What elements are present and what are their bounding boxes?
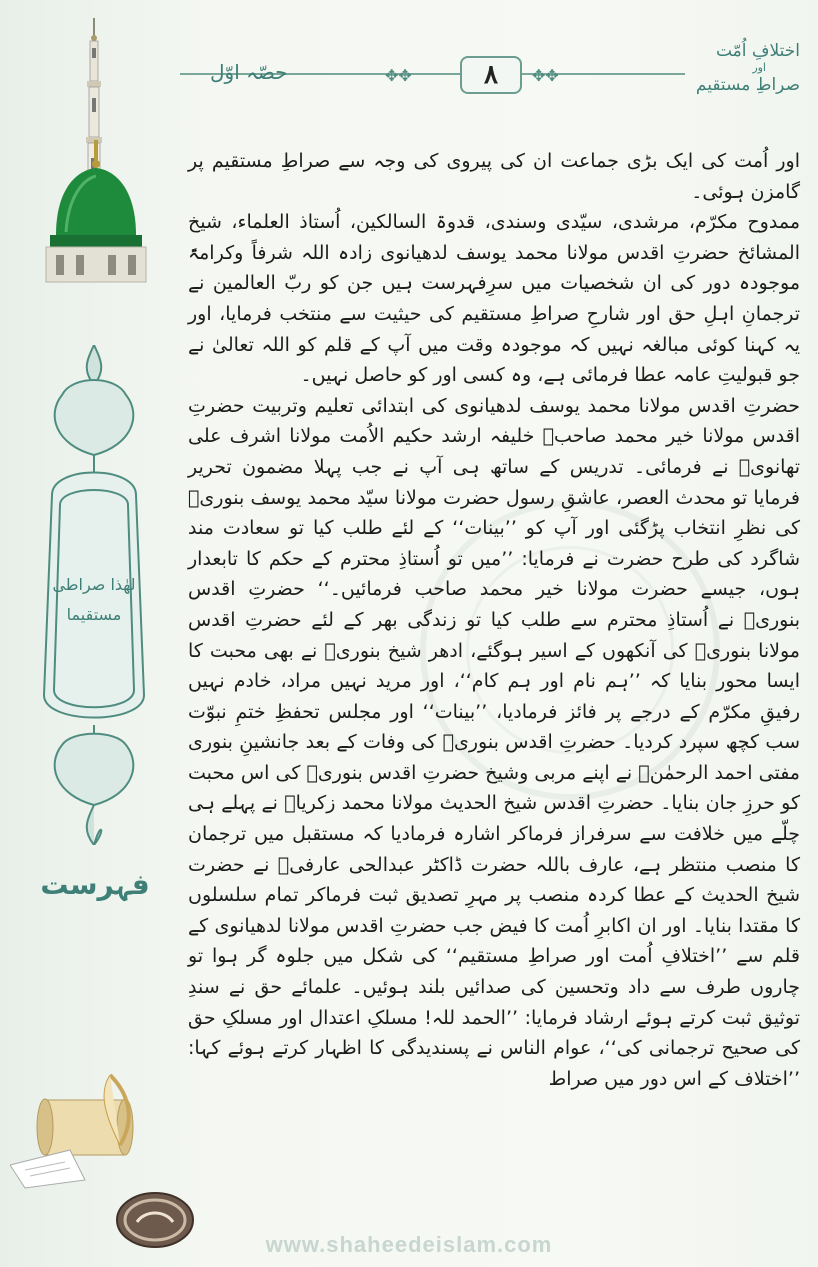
ornament-icon: ✥✥ <box>532 66 559 85</box>
paragraph: ممدوح مکرّم، مرشدی، سیّدی وسندی، قدوۃ السالکین، اُستاذ العلماء، شیخ المشائخ حضرتِ اقدس مولانا محمد یوسف لدھیانوی زادہ اللہ شرفاً وکرامۃً موجودہ دور کی ان شخصیات میں سرِفہرست ہیں جن کو ربّ العالمین نے ترجمانِ اہلِ حق اور شارحِ صراطِ مستقیم کی حیثیت سے منتخب فرمایا، اور یہ کہنا کوئی مبالغہ نہیں کہ موجودہ وقت میں آپ کے قلم کو اللہ تعالیٰ نے جو قبولیتِ عامہ عطا فرمائی ہے، وہ کسی اور کو حاصل نہیں۔ <box>188 211 800 387</box>
book-title-line3: صراطِ مستقیم <box>695 75 800 95</box>
book-title-line1: اختلافِ اُمّت <box>715 41 800 61</box>
side-ornament <box>32 345 157 845</box>
ornament-icon: ✥✥ <box>385 66 412 85</box>
scroll-quill-icon <box>10 1070 155 1190</box>
book-title-line2: اور <box>752 61 766 74</box>
ornament-text-1: لھٰذا صراطی <box>52 575 136 594</box>
section-label: حصّہ اوّل <box>210 60 288 84</box>
website-url[interactable]: www.shaheedeislam.com <box>265 1232 553 1257</box>
body-text <box>188 146 800 1094</box>
paragraph: حضرتِ اقدس مولانا محمد یوسف لدھیانوی کی ابتدائی تعلیم وتربیت حضرتِ اقدس مولانا خیر محمد صاحبؒ خلیفہ ارشد حکیم الاُمت مولانا اشرف علی تھانویؒ نے فرمائی۔ تدریس کے ساتھ ہی آپ نے جب پہلا مضمون تحریر فرمایا تو محدث العصر، عاشقِ رسول حضرت مولانا سیّد محمد یوسف بنوریؒ کی نظرِ انتخاب پڑگئی اور آپ کو ’’بینات‘‘ کے لئے طلب کیا تو سعادت مند شاگرد کی طرح حضرت نے فرمایا: ’’میں تو اُستاذِ محترم کے حکم کا تابعدار ہوں، جیسے حضرت مولانا خیر محمد صاحب فرمائیں۔‘‘ حضرتِ اقدس بنوریؒ نے اُستاذِ محترم سے طلب کیا تو زندگی بھر کے لئے حضرتِ اقدس مولانا بنوریؒ کی آنکھوں کے اسیر ہوگئے، ادھر شیخ بنوریؒ نے بھی محبت کا ایسا محور بنایا کہ ’’ہم نام اور ہم کام‘‘، اور مرید نہیں مراد، خادم نہیں رفیقِ مکرّم کے درجے پر فائز فرمادیا، ’’بینات‘‘ اور مجلس تحفظِ ختمِ نبوّت سب کچھ سپرد کردیا۔ حضرتِ اقدس بنوریؒ کی وفات کے بعد جانشینِ بنوری مفتی احمد الرحمٰنؒ نے اپنے مربی وشیخ حضرتِ اقدس بنوریؒ کی اس محبت کو حرزِ جان بنایا۔ حضرتِ اقدس شیخ الحدیث مولانا محمد زکریاؒ نے پہلے ہی چلّے میں خلافت سے سرفراز فرماکر اشارہ فرمادیا کہ مستقبل میں ترجمان کا منصب منتظر ہے، عارف باللہ حضرت ڈاکٹر عبدالحی عارفیؒ نے حضرت شیخ الحدیث کے عطا کردہ منصب پر مہرِ تصدیق ثبت فرماکر تمام سلسلوں کا مقتدا بنایا۔ اور ان اکابرِ اُمت کا فیض جب حضرتِ اقدس مولانا لدھیانوی کے قلم سے ’’اختلافِ اُمت اور صراطِ مستقیم‘‘ کی شکل میں جلوہ گر ہوا تو چاروں طرف سے داد وتحسین کی صدائیں بلند ہوئیں۔ علمائے حق نے سندِ توثیق ثبت کرتے ہوئے ارشاد فرمایا: ’’الحمد للہ! مسلکِ اعتدال اور مسلکِ حق کی صحیح ترجمانی کی‘‘، عوام الناس نے پسندیدگی کا اظہار کرتے ہوئے کہا: ’’اختلاف کے اس دور میں صراط <box>188 394 800 1090</box>
page-number: ۸ <box>460 56 522 94</box>
book-title-logo <box>680 40 800 120</box>
green-dome-icon <box>36 140 156 290</box>
page-header <box>170 40 810 120</box>
fehrist-link[interactable]: فہرست <box>40 868 150 901</box>
paragraph: اور اُمت کی ایک بڑی جماعت ان کی پیروی کی وجہ سے صراطِ مستقیم پر گامزن ہوئی۔ <box>188 150 800 203</box>
ornament-text-2: مستقیما <box>66 605 122 624</box>
